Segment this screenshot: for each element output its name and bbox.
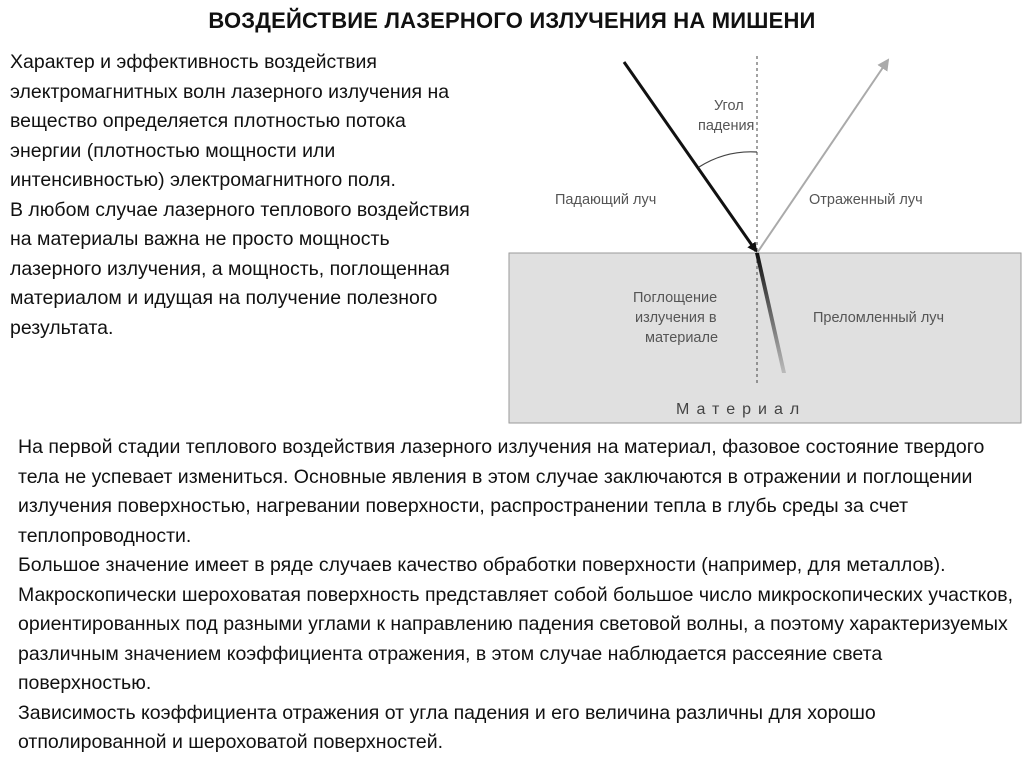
intro-paragraph-2: В любом случае лазерного теплового воздействия на материалы важна не просто мощность лазерного излучения, а мощность, поглощенная материалом и идущая на получение полезного результата. (10, 198, 470, 339)
body-paragraph-3: Зависимость коэффициента отражения от угла падения и его величина различны для хорошо отполированной и шероховатой поверхностей. (18, 701, 876, 753)
reflected-ray-label: Отраженный луч (809, 192, 923, 208)
body-paragraph-1: На первой стадии теплового воздействия лазерного излучения на материал, фазовое состояние твердого тела не успевает измениться. Основные явления в этом случае заключаются в отражении и поглощении излучения поверхностью, нагревании поверхности, распространении тепла в глубь среды за счет теплопроводности. (18, 436, 985, 547)
refracted-ray-label: Преломленный луч (813, 310, 945, 326)
angle-label-line1: Угол (714, 98, 744, 114)
reflection-diagram (500, 48, 1024, 428)
absorption-label-line3: материале (645, 330, 719, 346)
reflected-ray (757, 60, 888, 253)
absorption-label-line1: Поглощение (633, 290, 718, 306)
intro-text (10, 48, 480, 343)
material-block (509, 253, 1021, 423)
angle-label-line2: падения (698, 118, 755, 134)
material-label: Материал (676, 401, 807, 418)
incident-ray (624, 62, 756, 251)
page-title: ВОЗДЕЙСТВИЕ ЛАЗЕРНОГО ИЗЛУЧЕНИЯ НА МИШЕНИ (208, 8, 816, 33)
body-text (18, 433, 1018, 758)
body-paragraph-2: Большое значение имеет в ряде случаев качество обработки поверхности (например, для металлов). Макроскопически шероховатая поверхность представляет собой большое число микроскопических участков, ориентированных под разными углами к направлению падения световой волны, а поэтому характеризуемых различным значением коэффициента отражения, в этом случае наблюдается рассеяние света поверхностью. (18, 554, 1014, 694)
incident-ray-label: Падающий луч (555, 192, 657, 208)
absorption-label-line2: излучения в (635, 310, 717, 326)
intro-paragraph-1: Характер и эффективность воздействия электромагнитных волн лазерного излучения на вещество определяется плотностью потока энергии (плотностью мощности или интенсивностью) электромагнитного поля. (10, 51, 450, 191)
angle-arc (699, 152, 757, 167)
